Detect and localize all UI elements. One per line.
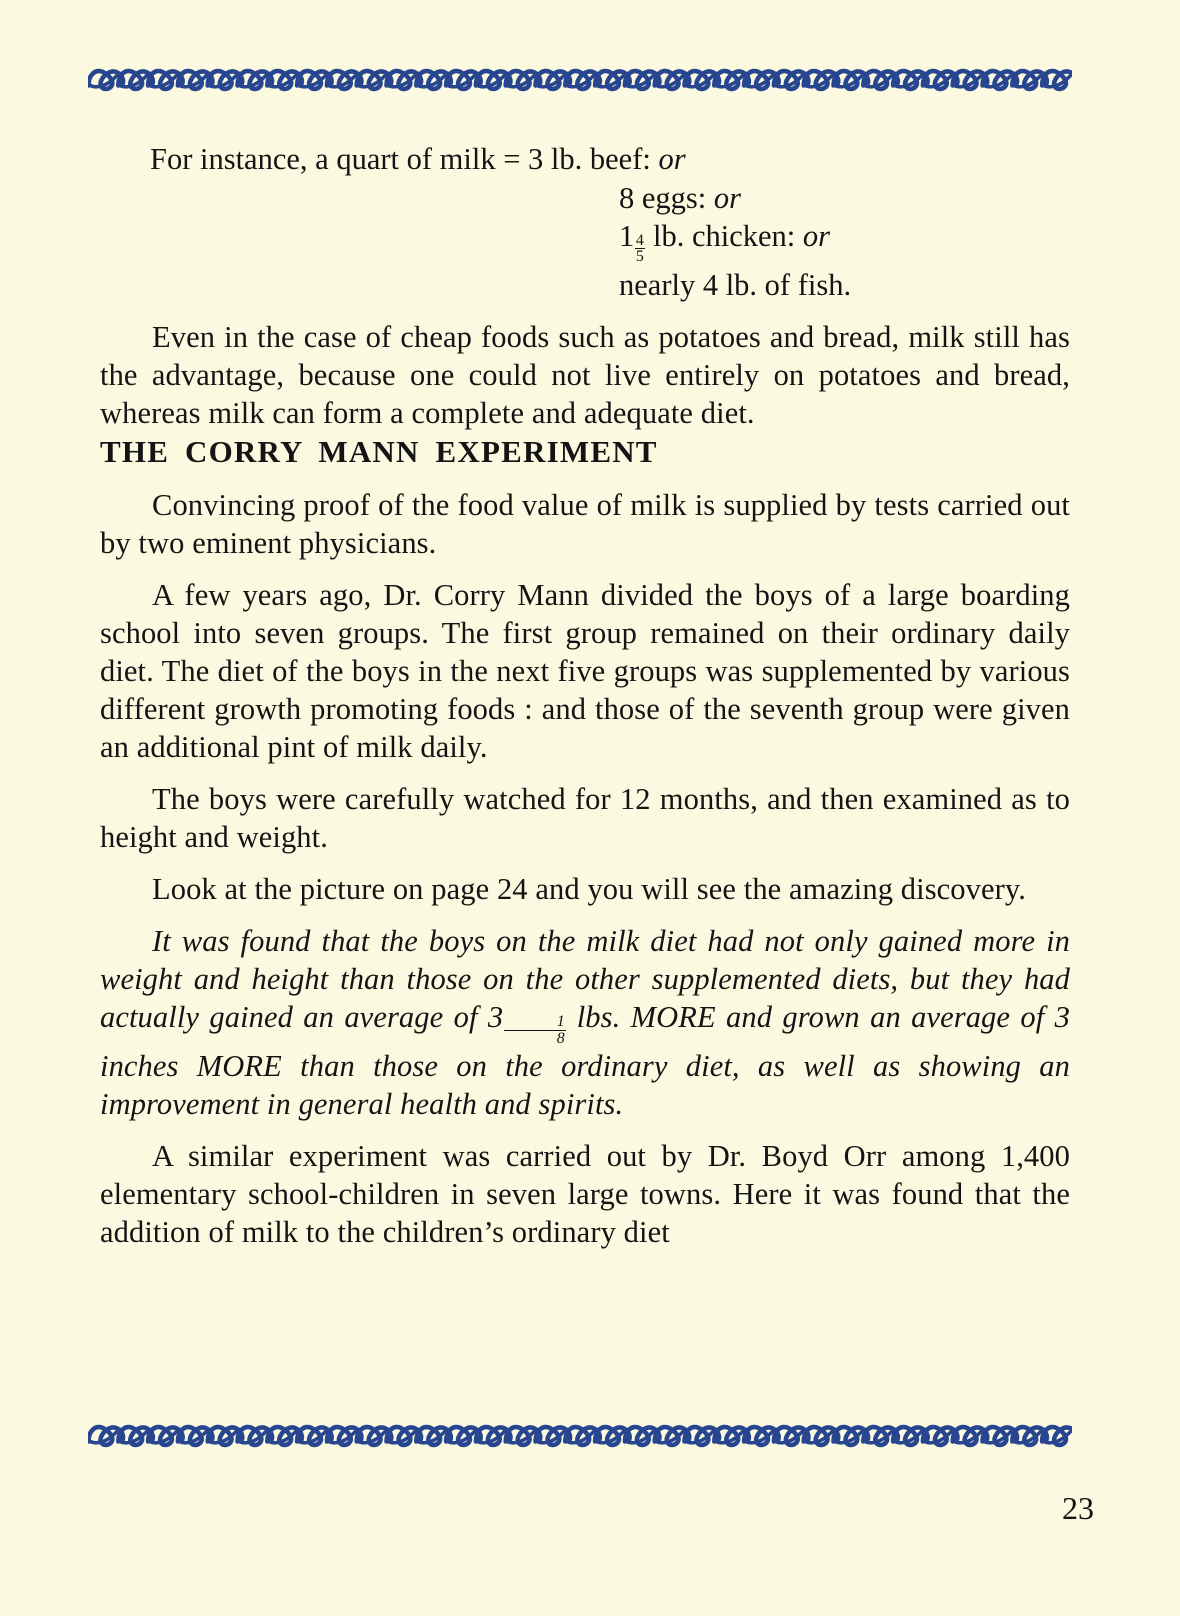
page-body [100, 140, 1070, 1251]
section-heading-corry-mann: THE CORRY MANN EXPERIMENT [100, 434, 658, 470]
findings-text-part1: It was found that the boys on the milk diet had not only gained more in weight and height than those on the other supplemented diets, but they had actually gained an average of 3 [100, 924, 1070, 1035]
equivalence-item-chicken-or: or [802, 219, 831, 253]
fraction-one-eighth [504, 1014, 567, 1047]
paragraph-boyd-orr: A similar experiment was carried out by Dr. Boyd Orr among 1,400 elementary school-children in seven large towns. Here it was found that the addition of milk to the children’s ordinary diet [100, 1139, 1070, 1250]
page-number: 23 [1062, 1490, 1094, 1526]
equivalence-item-eggs-or: or [713, 180, 742, 215]
fraction-denominator: 5 [635, 248, 644, 266]
paragraph-convincing-proof: Convincing proof of the food value of milk is supplied by tests carried out by two eminent physicians. [100, 488, 1070, 561]
top-decorative-rule [88, 58, 1072, 104]
equivalence-lead-text: For instance, a quart of milk = 3 lb. beef: [150, 142, 651, 176]
equivalence-item-chicken-whole: 1 [619, 219, 635, 253]
equivalence-list-block [100, 140, 1070, 304]
equivalence-item-chicken [619, 217, 1070, 266]
equivalence-item-eggs-text: 8 eggs: [619, 180, 707, 215]
equivalence-items [619, 179, 1070, 305]
equivalence-item-chicken-text: lb. chicken: [645, 219, 796, 253]
paragraph-few-years-ago: A few years ago, Dr. Corry Mann divided the boys of a large boarding school into seven groups. The first group remained on their ordinary daily diet. The diet of the boys in the next five groups was supplemented by various different growth promoting foods : and those of the seventh group were given an additional pint of milk daily. [100, 578, 1070, 765]
fraction-denominator: 8 [556, 1029, 565, 1047]
equivalence-item-eggs [619, 179, 1070, 218]
paragraph-cheap-foods: Even in the case of cheap foods such as potatoes and bread, milk still has the advantage, because one could not live entirely on potatoes and bread, whereas milk can form a complete and adequate diet. [100, 320, 1070, 431]
equivalence-lead-line [100, 140, 1070, 179]
equivalence-lead-or: or [658, 142, 686, 176]
bottom-decorative-rule [88, 1414, 1072, 1460]
fraction-numerator: 4 [635, 231, 644, 249]
findings-text-part2: lbs. MORE and grown an average of 3 inches MORE than those on the ordinary diet, as well as showing an improvement in general health and spirits. [100, 1000, 1070, 1122]
equivalence-item-fish [619, 266, 1070, 305]
fraction-numerator: 1 [504, 1014, 567, 1031]
fraction-four-fifths [635, 233, 645, 266]
paragraph-boys-watched: The boys were carefully watched for 12 months, and then examined as to height and weight. [100, 782, 1070, 855]
equivalence-item-fish-text: nearly 4 lb. of fish. [619, 267, 852, 302]
paragraph-look-at-picture: Look at the picture on page 24 and you will see the amazing discovery. [152, 872, 1027, 907]
paragraph-findings-italic [100, 922, 1070, 1123]
